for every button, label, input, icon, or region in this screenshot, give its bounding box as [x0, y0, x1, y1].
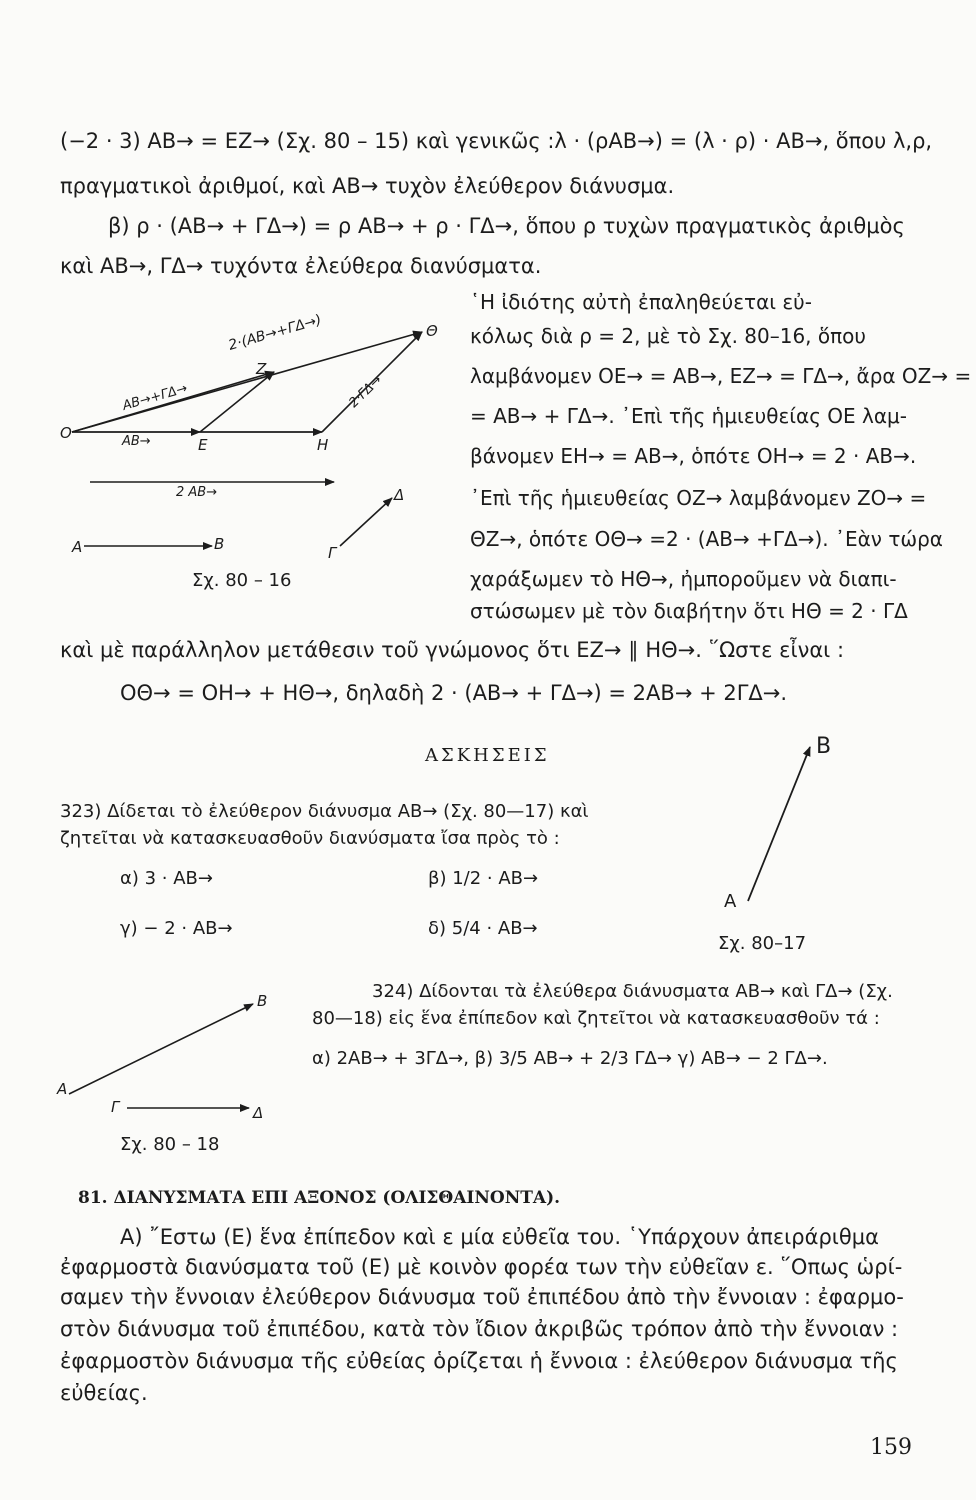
figure-caption: Σχ. 80 – 16 [192, 570, 292, 591]
label-Gamma-18: Γ [111, 1098, 120, 1116]
text-line: στὸν διάνυσμα τοῦ ἐπιπέδου, κατὰ τὸν ἴδιον ἀκριβῶς τρόπον ἀπὸ τὴν ἔννοιαν : [60, 1317, 899, 1341]
label-Z: Z [256, 360, 267, 378]
vector-label-sum: AB→+ΓΔ→ [120, 381, 190, 414]
vector-OZ [72, 372, 274, 432]
text-line: καὶ μὲ παράλληλον μετάθεσιν τοῦ γνώμονος ὅτι EZ→ ∥ HΘ→. ῞Ωστε εἶναι : [60, 638, 845, 662]
text-line: ζητεῖται νὰ κατασκευασθοῦν διανύσματα ἴσα πρὸς τὸ : [60, 828, 560, 849]
text-line: εὐθείας. [60, 1381, 148, 1405]
text-line: ἐφαρμοστὸν διάνυσμα τῆς εὐθείας ὁρίζεται ἡ ἔννοια : ἐλεύθερον διάνυσμα τῆς [60, 1349, 898, 1373]
vector-AB-18 [69, 1004, 253, 1094]
figure-80-18 [55, 990, 275, 1130]
text-line: λαμβάνομεν OE→ = AB→, EZ→ = ΓΔ→, ἄρα OZ→ = [470, 364, 972, 388]
text-line: OΘ→ = OH→ + HΘ→, δηλαδὴ 2 · (AB→ + ΓΔ→) = 2AB→ + 2ΓΔ→. [120, 681, 788, 705]
text-line: (−2 · 3) AB→ = EZ→ (Σχ. 80 – 15) καὶ γενικῶς :λ · (ρAB→) = (λ · ρ) · AB→, ὅπου λ,ρ, [60, 129, 933, 153]
text-line: χαράξωμεν τὸ HΘ→, ἠμποροῦμεν νὰ διαπι- [470, 567, 897, 591]
vector-AB-17 [748, 747, 810, 901]
text-line: κόλως διὰ ρ = 2, μὲ τὸ Σχ. 80–16, ὅπου [470, 324, 866, 348]
exercise-item: β) 1/2 · AB→ [428, 868, 539, 889]
label-Delta-18: Δ [253, 1104, 264, 1122]
text-line: καὶ AB→, ΓΔ→ τυχόντα ἐλεύθερα διανύσματα. [60, 254, 542, 278]
exercise-item: γ) − 2 · AB→ [120, 918, 233, 939]
label-O: O [60, 424, 72, 442]
label-A-18: A [57, 1080, 68, 1098]
figure-80-16 [60, 290, 520, 590]
label-A: A [72, 538, 83, 556]
vector-label-2-sum: 2·(AB→+ΓΔ→) [226, 311, 324, 354]
label-E: E [198, 436, 208, 454]
exercise-item: δ) 5/4 · AB→ [428, 918, 538, 939]
text-line: βάνομεν EH→ = AB→, ὁπότε OH→ = 2 · AB→. [470, 444, 917, 468]
text-line: 80—18) εἰς ἕνα ἐπίπεδον καὶ ζητεῖτοι νὰ κατασκευασθοῦν τά : [312, 1008, 880, 1029]
label-A-17: A [724, 891, 737, 912]
text-line: σαμεν τὴν ἔννοιαν ἐλεύθερον διάνυσμα τοῦ ἐπιπέδου ἀπὸ τὴν ἔννοιαν : ἐφαρμο- [60, 1285, 904, 1309]
page-number: 159 [870, 1435, 912, 1460]
exercises-title: ΑΣΚΗΣΕΙΣ [425, 745, 550, 766]
figure-caption: Σχ. 80 – 18 [120, 1134, 220, 1155]
text-line: α) 2AB→ + 3ΓΔ→, β) 3/5 AB→ + 2/3 ΓΔ→ γ) AB→ − 2 ΓΔ→. [312, 1048, 828, 1069]
text-line: ἐφαρμοστὰ διανύσματα τοῦ (Ε) μὲ κοινὸν φορέα των τὴν εὐθεῖαν ε. ῞Οπως ὡρί- [60, 1255, 903, 1279]
label-H: H [317, 436, 329, 454]
vector-label-2GD: 2·ΓΔ→ [346, 372, 386, 411]
vector-label-2AB: 2 AB→ [176, 485, 218, 500]
exercise-item: α) 3 · AB→ [120, 868, 213, 889]
text-line: πραγματικοὶ ἀριθμοί, καὶ AB→ τυχὸν ἐλεύθερον διάνυσμα. [60, 174, 675, 198]
label-Delta: Δ [394, 486, 405, 504]
text-line: β) ρ · (AB→ + ΓΔ→) = ρ AB→ + ρ · ΓΔ→, ὅπου ρ τυχὼν πραγματικὸς ἀριθμὸς [108, 214, 905, 238]
vector-label-AB: AB→ [122, 434, 151, 449]
figure-caption: Σχ. 80–17 [718, 933, 807, 954]
text-line: ΘZ→, ὁπότε OΘ→ =2 · (AB→ +ΓΔ→). ᾿Εὰν τώρα [470, 527, 943, 551]
vector-GD [340, 498, 392, 546]
label-B-17: B [816, 734, 832, 759]
text-line: ῾Η ἰδιότης αὐτὴ ἐπαληθεύεται εὐ- [470, 290, 812, 314]
text-line: στώσωμεν μὲ τὸν διαβήτην ὅτι HΘ = 2 · ΓΔ [470, 599, 908, 623]
label-Gamma: Γ [328, 544, 337, 562]
text-line: Α) ῎Εστω (Ε) ἕνα ἐπίπεδον καὶ ε μία εὐθεῖα του. ῾Υπάρχουν ἀπειράριθμα [120, 1225, 879, 1249]
label-B: B [214, 535, 225, 553]
vector-EZ [200, 372, 274, 432]
section-heading: 81. ΔΙΑΝΥΣΜΑΤΑ ΕΠΙ ΑΞΟΝΟΣ (ΟΛΙΣΘΑΙΝΟΝΤΑ). [78, 1188, 561, 1208]
label-Theta: Θ [426, 322, 438, 340]
text-line: 324) Δίδονται τὰ ἐλεύθερα διάνυσματα AB→ καὶ ΓΔ→ (Σχ. [372, 981, 893, 1002]
figure-80-17 [720, 735, 860, 915]
label-B-18: B [257, 992, 268, 1010]
text-line: = AB→ + ΓΔ→. ᾿Επὶ τῆς ἡμιευθείας OE λαμ- [470, 404, 908, 428]
text-line: ᾿Επὶ τῆς ἡμιευθείας OZ→ λαμβάνομεν ZO→ = [470, 486, 927, 510]
text-line: 323) Δίδεται τὸ ἐλεύθερον διάνυσμα AB→ (Σχ. 80—17) καὶ [60, 801, 589, 822]
